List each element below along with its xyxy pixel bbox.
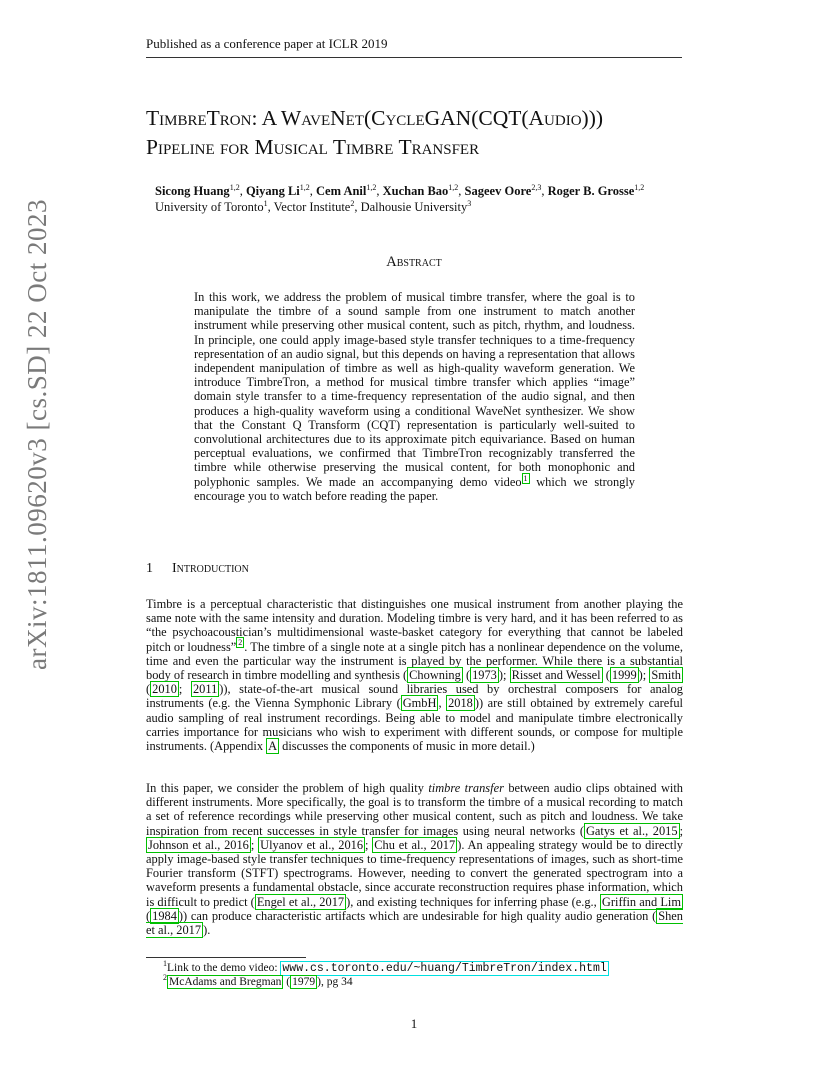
author-affil-sup: 1,2 (366, 182, 377, 192)
author-name: Roger B. Grosse (547, 184, 635, 198)
abstract-heading: Abstract (386, 254, 442, 270)
author-name: Cem Anil (316, 184, 367, 198)
citation-link[interactable]: Shen et al., 2017 (146, 908, 683, 938)
arxiv-stamp: arXiv:1811.09620v3 [cs.SD] 22 Oct 2023 (22, 199, 52, 670)
appendix-link[interactable]: A (268, 739, 278, 754)
affiliation: Vector Institute (273, 200, 351, 214)
citation-link[interactable]: Chowning (409, 668, 461, 683)
footnote-link-2[interactable]: 2 (238, 638, 243, 648)
author-affil-sup: 1,2 (299, 182, 310, 192)
intro-paragraph-2: In this paper, we consider the problem of high quality timbre transfer between audio clips obtained with different instruments. More specifically, the goal is to transform the timbre of a musical recording to match a set of reference recordings while preserving other musical content, such as pitch and loudness. We take inspiration from recent successes in style transfer for images using neural networks ( Gatys et al., 2015 ; Johnson et al., 2016 ; Ulyanov et al., 2016 ; Chu et al., 2017 ). An appealing strategy would be to directly apply image-based style transfer techniques to time-frequency representations of images, such as short-time Fourier transform (STFT) spectrograms. However, needing to convert the generated spectrogram into a waveform presents a fundamental obstacle, since accurate reconstruction requires phase information, which is difficult to predict ( Engel et al., 2017 ), and existing techniques for inferring phase (e.g., Griffin and Lim ( 1984 )) can produce characteristic artifacts which are undesirable for high quality audio generation ( Shen et al., 2017 ). (146, 781, 684, 938)
section-heading-introduction: 1 Introduction (146, 561, 249, 576)
author-affil-sup: 2,3 (531, 182, 542, 192)
author-affil-sup: 1,2 (448, 182, 459, 192)
citation-link[interactable]: 1999 (611, 668, 637, 683)
page-number: 1 (410, 1016, 418, 1031)
intro-paragraph-1: Timbre is a perceptual characteristic that distinguishes one musical instrument from another playing the same note with the same intensity and duration. Modeling timbre is very hard, and it has been referred to as “the psychoacoustician’s multidimensional waste-basket category for everything that cannot be labeled pitch or loudness” $^2$ . The timbre of a single note at a single pitch has a nonlinear dependence on the volume, time and even the particular way the instrument is played by the performer. While there is a substantial body of research in timbre modelling and synthesis ( Chowning ( 1973 ); Risset and Wessel ( 1999 ); Smith ( 2010 ; 2011 )), state-of-the-art musical sound libraries used by orchestral composers for analog instruments (e.g. the Vienna Symphonic Library ( GmbH , 2018 )) are still obtained by extremely careful audio sampling of real instrument recordings. Being able to model and manipulate timbre electronically carries importance for musicians who wish to experiment with different sounds, or compose for multiple instruments. (Appendix A discusses the components of music in more detail.) (146, 597, 683, 754)
author-block (155, 183, 735, 215)
footnote-2: $^2$ McAdams and Bregman ( 1979 ), pg 34 (163, 973, 353, 988)
affiliation: Dalhousie University (360, 200, 468, 214)
title-line-2: Pipeline for Musical Timbre Transfer (146, 135, 480, 159)
author-affil-sup: 1,2 (634, 182, 645, 192)
citation-link[interactable]: Engel et al., 2017 (256, 894, 345, 909)
author-list: Sicong Huang$^{1,2}$, Qiyang Li$^{1,2}$, Cem Anil$^{1,2}$, Xuchan Bao$^{1,2}$, Sageev Oore$^{2,3}$, Roger B. Grosse$^{1,2}$ (155, 182, 645, 198)
citation-link[interactable]: 2010 (152, 682, 177, 697)
citation-link[interactable]: Ulyanov et al., 2016 (260, 837, 364, 852)
title-line-1: TimbreTron: A WaveNet(CycleGAN(CQT(Audio))) (146, 106, 604, 130)
footnote-link-1[interactable]: 1 (523, 473, 528, 483)
citation-link[interactable]: Griffin and Lim (601, 894, 681, 909)
citation-link[interactable]: Smith (651, 668, 681, 683)
citation-link[interactable]: Gatys et al., 2015 (585, 823, 678, 838)
author-name: Qiyang Li (245, 184, 300, 198)
citation-link[interactable]: 2011 (192, 682, 218, 697)
citation-link[interactable]: GmbH (402, 696, 437, 711)
author-name: Xuchan Bao (382, 184, 449, 198)
citation-link[interactable]: 2018 (448, 696, 473, 711)
author-name: Sageev Oore (464, 184, 532, 198)
citation-link[interactable]: Chu et al., 2017 (374, 837, 456, 852)
citation-link[interactable]: McAdams and Bregman (169, 976, 282, 988)
citation-link[interactable]: 1973 (472, 668, 497, 683)
author-name: Sicong Huang (155, 184, 230, 198)
page-header: Published as a conference paper at ICLR 2019 (146, 36, 682, 58)
affiliation: University of Toronto (155, 200, 264, 214)
demo-video-url-link[interactable]: www.cs.toronto.edu/~huang/TimbreTron/index.html (282, 962, 607, 975)
footnote-1: $^1$Link to the demo video: www.cs.toronto.edu/~huang/TimbreTron/index.html (163, 959, 607, 975)
affiliation-list: University of Toronto$^1$, Vector Institute$^2$, Dalhousie University$^3$ (155, 198, 472, 214)
paper-title (146, 104, 746, 162)
author-affil-sup: 1,2 (229, 182, 240, 192)
citation-link[interactable]: Risset and Wessel (511, 668, 601, 683)
citation-link[interactable]: Johnson et al., 2016 (148, 837, 249, 852)
citation-link[interactable]: 1979 (292, 976, 316, 988)
abstract-text: In this work, we address the problem of musical timbre transfer, where the goal is to manipulate the timbre of a sound sample from one instrument to match another instrument while preserving other musical content, such as pitch, rhythm, and loudness. In principle, one could apply image-based style transfer techniques to a time-frequency representation of an audio signal, but this depends on having a representation that allows independent manipulation of timbre as well as high-quality waveform generation. We introduce TimbreTron, a method for musical timbre transfer which applies “image” domain style transfer to a time-frequency representation of the audio signal, and then produces a high-quality waveform using a conditional WaveNet synthesizer. We show that the Constant Q Transform (CQT) representation is particularly well-suited to convolutional architectures due to its approximate pitch equivariance. Based on human perceptual evaluations, we confirmed that TimbreTron recognizably transferred the timbre while otherwise preserving the musical content, for both monophonic and polyphonic samples. We made an accompanying demo video $^1$ which we strongly encourage you to watch before reading the paper. (194, 290, 635, 503)
citation-link[interactable]: 1984 (152, 908, 177, 923)
footnote-divider (146, 957, 306, 958)
